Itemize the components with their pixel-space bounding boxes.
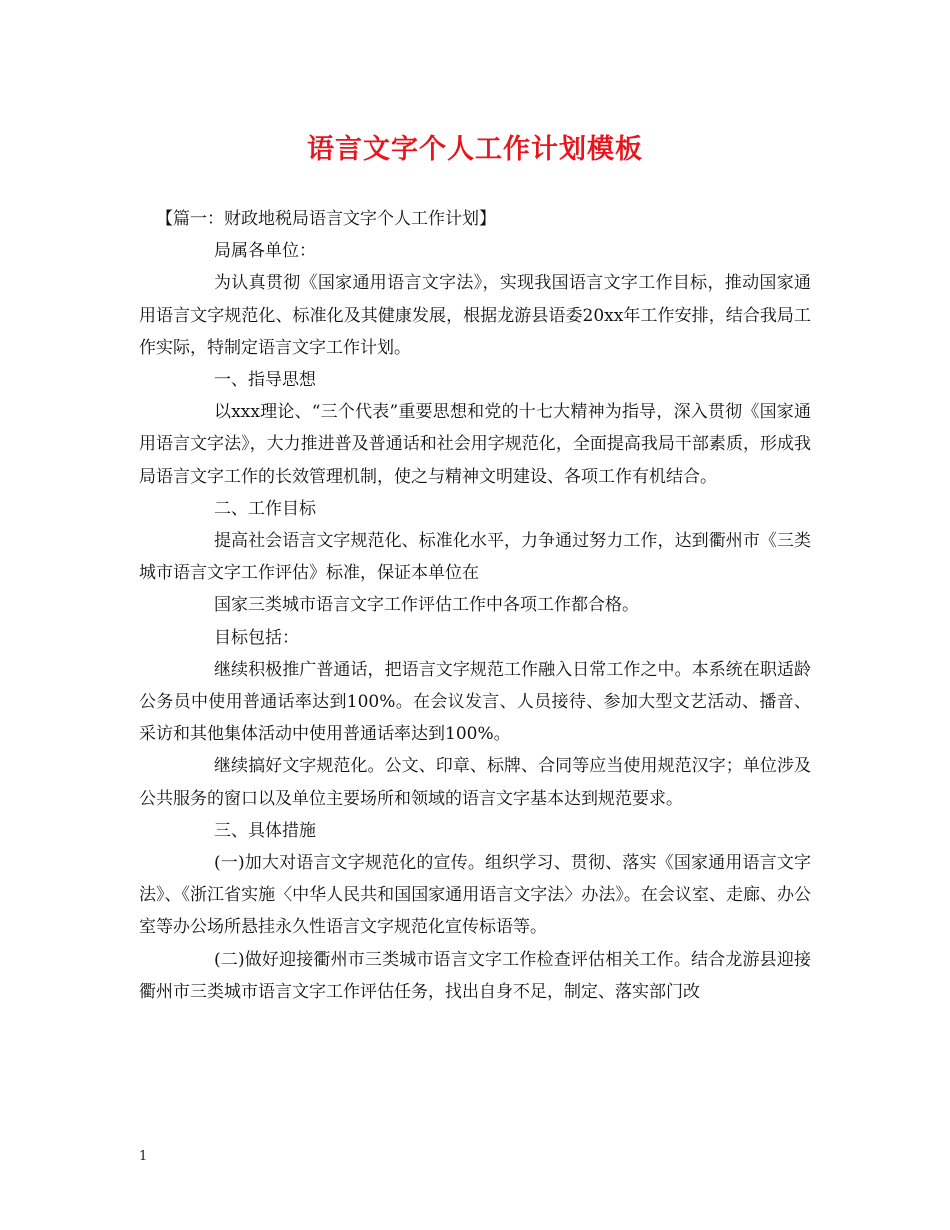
- goal-mandarin-paragraph: 继续积极推广普通话，把语言文字规范工作融入日常工作之中。本系统在职适龄公务员中使用普通话率达到100%。在会议发言、人员接待、参加大型文艺活动、播音、采访和其他集体活动中使用普通话率达到100%。: [139, 659, 811, 745]
- measure-one-paragraph: (一)加大对语言文字规范化的宣传。组织学习、贯彻、落实《国家通用语言文字法》、《浙江省实施〈中华人民共和国国家通用语言文字法〉办法》。在会议室、走廊、办公室等办公场所悬挂永久性语言文字规范化宣传标语等。: [139, 853, 811, 938]
- heading-work-goals: 二、工作目标: [214, 498, 316, 519]
- heading-guiding-ideology: 一、指导思想: [214, 370, 316, 391]
- work-goals-paragraph-continued: 国家三类城市语言文字工作评估工作中各项工作都合格。: [214, 595, 639, 616]
- page-number: 1: [139, 1149, 148, 1164]
- work-goals-paragraph: 提高社会语言文字规范化、标准化水平，力争通过努力工作，达到衢州市《三类城市语言文字工作评估》标准，保证本单位在: [139, 531, 811, 584]
- guiding-ideology-paragraph: 以xxx理论、“三个代表”重要思想和党的十七大精神为指导，深入贯彻《国家通用语言文字法》，大力推进普及普通话和社会用字规范化，全面提高我局干部素质，形成我局语言文字工作的长效管理机制，使之与精神文明建设、各项工作有机结合。: [139, 402, 811, 487]
- document-body: [139, 203, 811, 1008]
- measure-two-paragraph: (二)做好迎接衢州市三类城市语言文字工作检查评估相关工作。结合龙游县迎接衢州市三类城市语言文字工作评估任务，找出自身不足，制定、落实部门改: [139, 949, 811, 1002]
- goal-writing-standard-paragraph: 继续搞好文字规范化。公文、印章、标牌、合同等应当使用规范汉字；单位涉及公共服务的窗口以及单位主要场所和领域的语言文字基本达到规范要求。: [139, 756, 811, 809]
- section-heading-part-one: 【篇一：财政地税局语言文字个人工作计划】: [156, 209, 496, 229]
- intro-paragraph: 为认真贯彻《国家通用语言文字法》，实现我国语言文字工作目标，推动国家通用语言文字规范化、标准化及其健康发展，根据龙游县语委20xx年工作安排，结合我局工作实际，特制定语言文字工作计划。: [139, 273, 811, 358]
- document-title: 语言文字个人工作计划模板: [307, 134, 643, 165]
- heading-specific-measures: 三、具体措施: [214, 820, 316, 841]
- goals-include-label: 目标包括：: [214, 627, 299, 648]
- salutation: 局属各单位：: [214, 241, 316, 262]
